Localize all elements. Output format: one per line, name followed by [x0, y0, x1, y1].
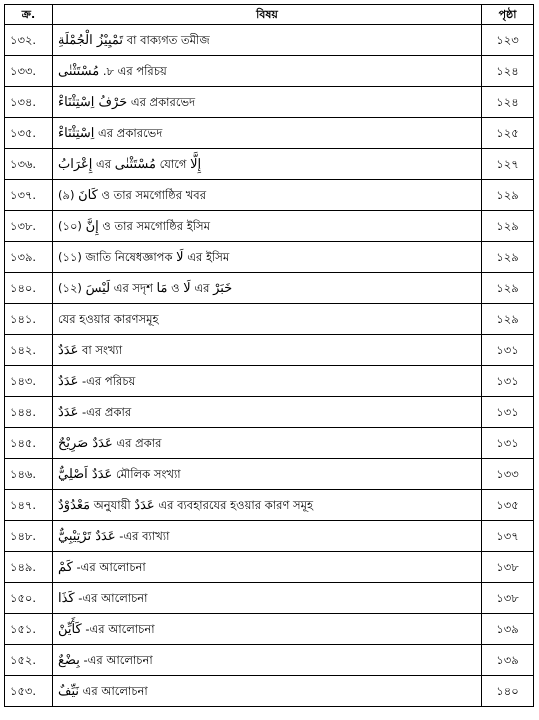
arabic-term: إِعْرَابُ — [58, 156, 93, 172]
table-row — [5, 552, 534, 583]
row-subject — [53, 645, 482, 676]
row-page: ১৩৯ — [482, 614, 534, 645]
arabic-term: كَأَيِّنْ — [58, 621, 82, 637]
row-number: ১৩৫. — [5, 118, 53, 149]
subject-text: এর প্রকারভেদ — [127, 94, 196, 109]
arabic-term: مَعْدُوْدٌ — [58, 497, 91, 513]
row-number: ১৪৭. — [5, 490, 53, 521]
row-number: ১৩৭. — [5, 180, 53, 211]
row-page: ১২৯ — [482, 273, 534, 304]
row-page: ১২৭ — [482, 149, 534, 180]
arabic-term: بِضْعٌ — [58, 652, 80, 668]
subject-text: ও তার সমগোষ্ঠির খবর — [97, 187, 207, 202]
row-page: ১৩১ — [482, 366, 534, 397]
row-number: ১৪০. — [5, 273, 53, 304]
table-row — [5, 521, 534, 552]
toc-table — [4, 4, 534, 707]
row-number: ১৪৮. — [5, 521, 53, 552]
row-subject — [53, 676, 482, 707]
row-page: ১৩৭ — [482, 521, 534, 552]
table-row — [5, 583, 534, 614]
table-row — [5, 397, 534, 428]
row-number: ১৩৩. — [5, 56, 53, 87]
table-row — [5, 149, 534, 180]
arabic-term: نَيِّفٌ — [58, 683, 79, 699]
arabic-term: مَا — [156, 280, 168, 296]
row-subject — [53, 211, 482, 242]
row-page: ১২৯ — [482, 180, 534, 211]
table-row — [5, 242, 534, 273]
arabic-term: خَبَرْ — [213, 280, 233, 296]
row-page: ১৩৩ — [482, 459, 534, 490]
row-page: ১২৯ — [482, 304, 534, 335]
arabic-term: عَدَدٌ اَصْلِيٌّ — [58, 466, 113, 482]
row-subject — [53, 87, 482, 118]
subject-text: বা সংখ্যা — [78, 342, 123, 357]
row-number: ১৫৩. — [5, 676, 53, 707]
row-subject — [53, 304, 482, 335]
subject-text: (১১) জাতি নিষেধজ্ঞাপক — [58, 249, 177, 264]
subject-text: -এর আলোচনা — [72, 559, 146, 574]
table-row — [5, 273, 534, 304]
arabic-term: كَذَا — [58, 590, 75, 606]
table-row — [5, 211, 534, 242]
row-page: ১৩৯ — [482, 645, 534, 676]
row-number: ১৪৯. — [5, 552, 53, 583]
row-number: ১৩৮. — [5, 211, 53, 242]
subject-text: এর প্রকারভেদ — [94, 125, 163, 140]
arabic-term: لَا — [183, 280, 191, 296]
subject-text: এর — [92, 156, 115, 171]
subject-text: এর — [190, 280, 214, 295]
row-number: ১৪২. — [5, 335, 53, 366]
row-number: ১৩৬. — [5, 149, 53, 180]
row-number: ১৪৩. — [5, 366, 53, 397]
arabic-term: مُسْتَثْنٰى — [114, 156, 156, 172]
row-number: ১৩৯. — [5, 242, 53, 273]
header-page: পৃষ্ঠা — [482, 5, 534, 25]
subject-text: -এর আলোচনা — [81, 621, 155, 636]
table-row — [5, 118, 534, 149]
row-subject — [53, 583, 482, 614]
row-subject — [53, 180, 482, 211]
row-page: ১৪০ — [482, 676, 534, 707]
subject-text: এর সদৃশ — [110, 280, 157, 295]
row-page: ১৩১ — [482, 428, 534, 459]
table-row — [5, 25, 534, 56]
arabic-term: إِنَّ — [85, 218, 99, 234]
row-page: ১৩৮ — [482, 552, 534, 583]
subject-text: মৌলিক সংখ্যা — [112, 466, 181, 481]
row-number: ১৪৬. — [5, 459, 53, 490]
arabic-term: حَرْفُ اِسْتِثْنَاءْ — [58, 94, 128, 110]
row-subject — [53, 614, 482, 645]
row-subject — [53, 552, 482, 583]
row-page: ১২৩ — [482, 25, 534, 56]
table-row — [5, 366, 534, 397]
arabic-term: إِلَّا — [190, 156, 202, 172]
subject-text: -এর পরিচয় — [78, 373, 136, 388]
row-page: ১২৯ — [482, 211, 534, 242]
subject-text: -এর ব্যাখ্যা — [115, 528, 170, 543]
arabic-term: اِسْتِثْنَاءْ — [58, 125, 95, 141]
table-row — [5, 87, 534, 118]
row-subject — [53, 335, 482, 366]
subject-text: এর ব্যবহারযের হওয়ার কারণ সমূহ — [154, 497, 314, 512]
row-page: ১৩৮ — [482, 583, 534, 614]
row-page: ১৩১ — [482, 397, 534, 428]
arabic-term: عَدَدٌ — [58, 342, 79, 358]
arabic-term: عَدَدٌ صَرِيْحٌ — [58, 435, 113, 451]
row-subject — [53, 25, 482, 56]
row-number: ১৪১. — [5, 304, 53, 335]
table-row — [5, 459, 534, 490]
subject-text: (১০) — [58, 218, 86, 233]
row-number: ১৫০. — [5, 583, 53, 614]
table-row — [5, 645, 534, 676]
arabic-term: كَمْ — [58, 559, 73, 575]
row-page: ১২৪ — [482, 87, 534, 118]
row-number: ১৩২. — [5, 25, 53, 56]
row-subject — [53, 490, 482, 521]
arabic-term: تَمْيِيْزُ الْجُمْلَةِ — [58, 32, 124, 48]
row-page: ১২৯ — [482, 242, 534, 273]
arabic-term: لَا — [176, 249, 184, 265]
row-page: ১২৫ — [482, 118, 534, 149]
row-subject — [53, 273, 482, 304]
row-subject — [53, 459, 482, 490]
row-page: ১৩৫ — [482, 490, 534, 521]
row-subject — [53, 118, 482, 149]
arabic-term: كَانَ — [78, 187, 98, 203]
row-subject — [53, 521, 482, 552]
row-page: ১৩১ — [482, 335, 534, 366]
subject-text: বা বাক্যগত তমীজ — [123, 32, 210, 47]
table-row — [5, 56, 534, 87]
row-number: ১৫২. — [5, 645, 53, 676]
table-row — [5, 676, 534, 707]
arabic-term: عَدَدٌ — [134, 497, 155, 513]
row-number: ১৪৫. — [5, 428, 53, 459]
row-page: ১২৪ — [482, 56, 534, 87]
arabic-term: عَدَدٌ تَرْتِيْبِيٌّ — [58, 528, 116, 544]
header-row — [5, 5, 534, 25]
subject-text: এর ইসিম — [183, 249, 230, 264]
subject-text: .৮ এর পরিচয় — [99, 63, 167, 78]
subject-text: -এর আলোচনা — [79, 652, 153, 667]
row-subject — [53, 428, 482, 459]
table-row — [5, 428, 534, 459]
row-subject — [53, 366, 482, 397]
subject-text: এর আলোচনা — [79, 683, 148, 698]
toc-body — [5, 25, 534, 707]
header-subject: বিষয় — [53, 5, 482, 25]
subject-text: (১২) — [58, 280, 86, 295]
arabic-term: عَدَدٌ — [58, 404, 79, 420]
table-row — [5, 180, 534, 211]
row-number: ১৪৪. — [5, 397, 53, 428]
subject-text: (৯) — [58, 187, 79, 202]
table-row — [5, 335, 534, 366]
subject-text: -এর প্রকার — [78, 404, 132, 419]
row-number: ১৩৪. — [5, 87, 53, 118]
subject-text: -এর আলোচনা — [74, 590, 148, 605]
row-subject — [53, 242, 482, 273]
table-row — [5, 490, 534, 521]
subject-text: যের হওয়ার কারণসমূহ — [58, 311, 159, 326]
row-subject — [53, 149, 482, 180]
subject-text: যোগে — [155, 156, 191, 171]
header-num: ক্র. — [5, 5, 53, 25]
row-subject — [53, 397, 482, 428]
subject-text: ও — [167, 280, 184, 295]
arabic-term: لَيْسَ — [85, 280, 111, 296]
table-row — [5, 614, 534, 645]
subject-text: এর প্রকার — [112, 435, 162, 450]
row-number: ১৫১. — [5, 614, 53, 645]
subject-text: ও তার সমগোষ্ঠির ইসিম — [98, 218, 210, 233]
arabic-term: عَدَدٌ — [58, 373, 79, 389]
row-subject — [53, 56, 482, 87]
subject-text: অনুযায়ী — [90, 497, 135, 512]
table-row — [5, 304, 534, 335]
arabic-term: مُسْتَثْنٰى — [58, 63, 100, 79]
